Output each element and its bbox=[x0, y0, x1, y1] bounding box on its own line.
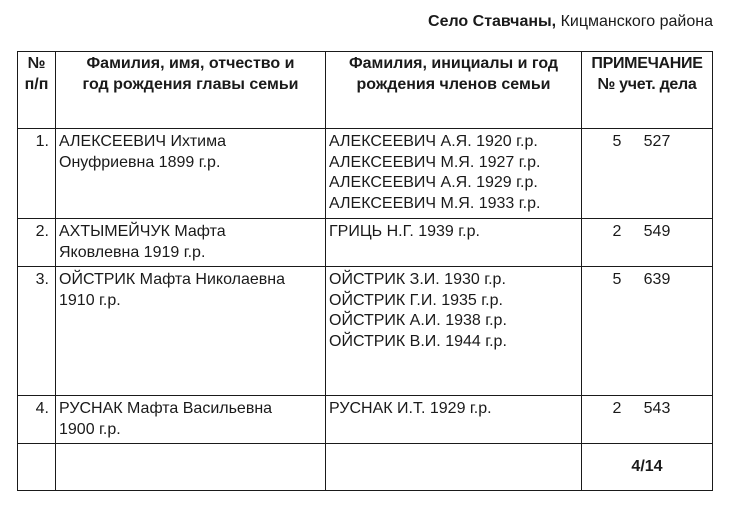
family-head: АЛЕКСЕЕВИЧ Ихтима Онуфриевна 1899 г.р. bbox=[56, 129, 326, 219]
header-family-members: Фамилия, инициалы и год рождения членов семьи bbox=[326, 52, 582, 129]
table-row bbox=[18, 267, 713, 396]
table-header-row bbox=[18, 52, 713, 129]
family-members: ГРИЦЬ Н.Г. 1939 г.р. bbox=[326, 219, 582, 267]
document-heading bbox=[428, 12, 713, 32]
member-count: 2 bbox=[612, 223, 622, 240]
row-number: 2. bbox=[18, 219, 56, 267]
member-count: 2 bbox=[612, 400, 622, 417]
member-count: 5 bbox=[612, 271, 622, 288]
header-note: ПРИМЕЧАНИЕ № учет. дела bbox=[582, 52, 713, 129]
case-number: 549 bbox=[643, 223, 671, 240]
empty-cell bbox=[56, 444, 326, 491]
case-number: 527 bbox=[643, 133, 671, 150]
header-family-head: Фамилия, имя, отчество и год рождения главы семьи bbox=[56, 52, 326, 129]
note-cell bbox=[582, 129, 713, 219]
table-row bbox=[18, 396, 713, 444]
member-count: 5 bbox=[612, 133, 622, 150]
total-count: 4/14 bbox=[582, 444, 713, 491]
note-cell bbox=[582, 267, 713, 396]
table-row bbox=[18, 219, 713, 267]
total-row bbox=[18, 444, 713, 491]
case-number: 639 bbox=[643, 271, 671, 288]
district-name: Кицманского района bbox=[556, 13, 713, 30]
row-number: 3. bbox=[18, 267, 56, 396]
row-number: 1. bbox=[18, 129, 56, 219]
family-members: АЛЕКСЕЕВИЧ А.Я. 1920 г.р. АЛЕКСЕЕВИЧ М.Я. 1927 г.р. АЛЕКСЕЕВИЧ А.Я. 1929 г.р. АЛЕКСЕЕВИЧ М.Я. 1933 г.р. bbox=[326, 129, 582, 219]
case-number: 543 bbox=[643, 400, 671, 417]
empty-cell bbox=[18, 444, 56, 491]
family-members: РУСНАК И.Т. 1929 г.р. bbox=[326, 396, 582, 444]
table-row bbox=[18, 129, 713, 219]
family-register-table bbox=[17, 51, 713, 491]
family-head: РУСНАК Мафта Васильевна 1900 г.р. bbox=[56, 396, 326, 444]
empty-cell bbox=[326, 444, 582, 491]
row-number: 4. bbox=[18, 396, 56, 444]
village-name: Село Ставчаны, bbox=[428, 13, 557, 30]
note-cell bbox=[582, 219, 713, 267]
note-cell bbox=[582, 396, 713, 444]
family-members: ОЙСТРИК З.И. 1930 г.р. ОЙСТРИК Г.И. 1935 г.р. ОЙСТРИК А.И. 1938 г.р. ОЙСТРИК В.И. 1944 г.р. bbox=[326, 267, 582, 396]
family-head: АХТЫМЕЙЧУК Мафта Яковлевна 1919 г.р. bbox=[56, 219, 326, 267]
header-number: № п/п bbox=[18, 52, 56, 129]
family-head: ОЙСТРИК Мафта Николаевна 1910 г.р. bbox=[56, 267, 326, 396]
